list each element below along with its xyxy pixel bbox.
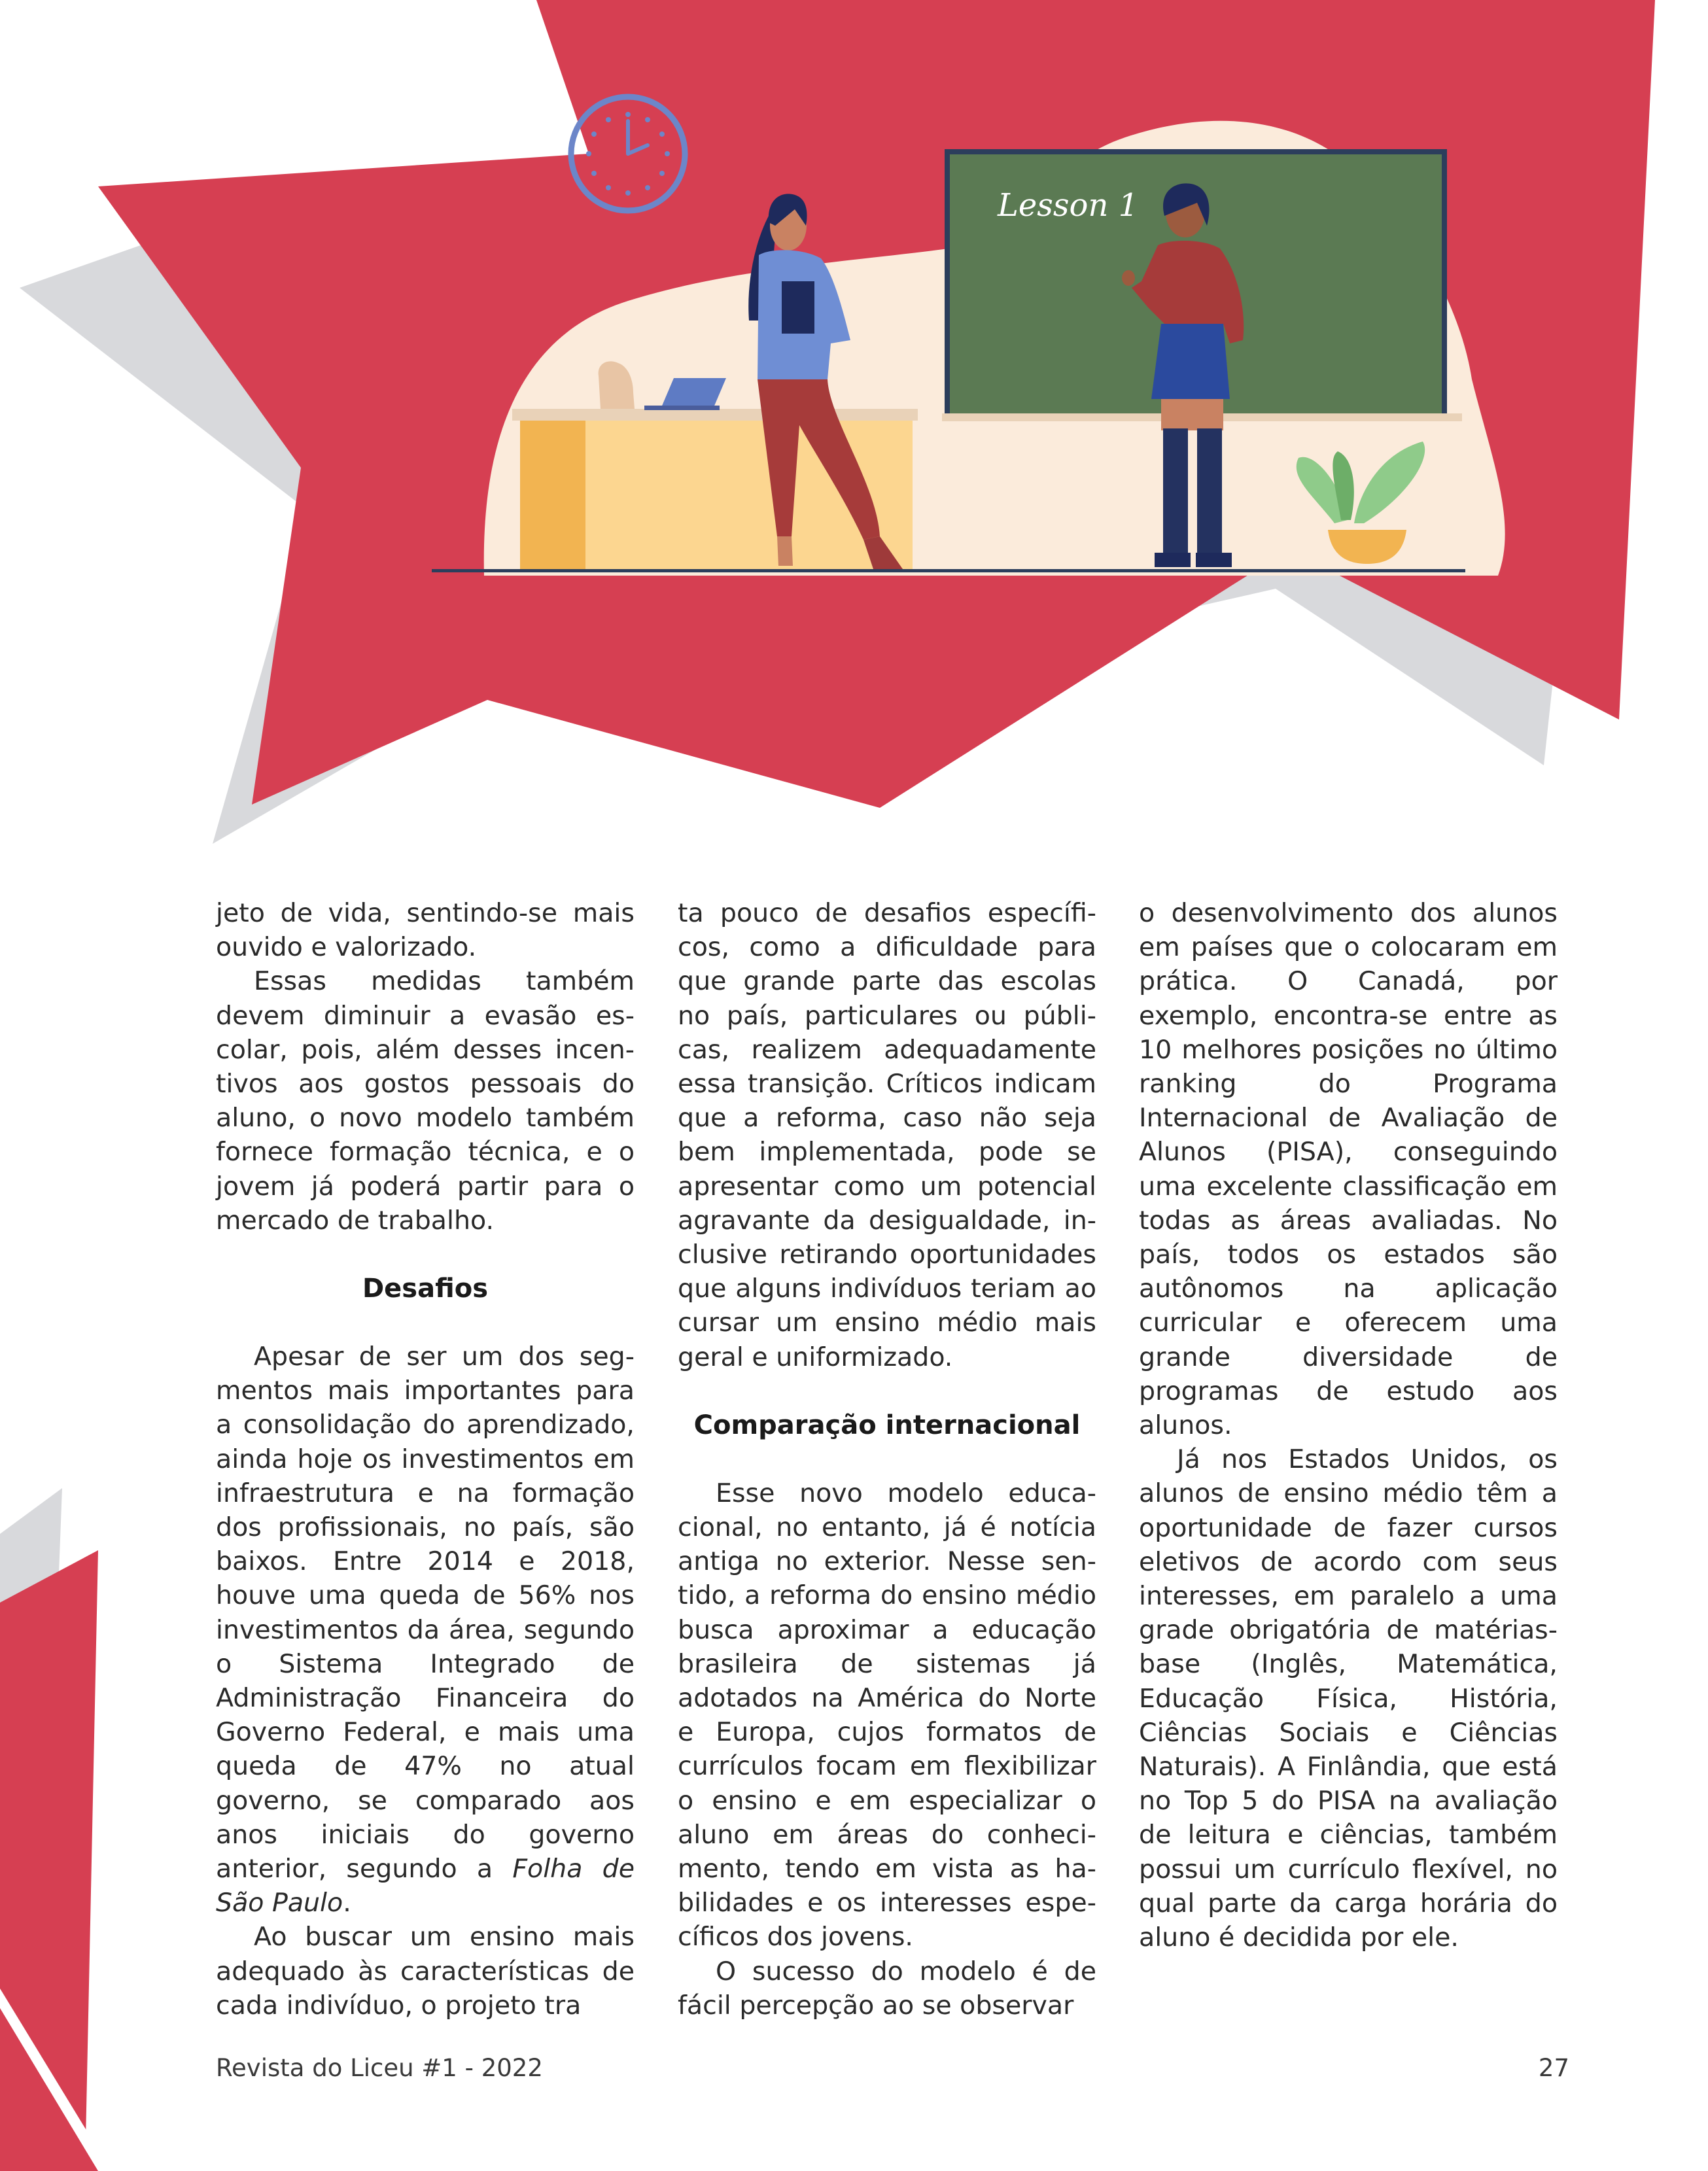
paragraph: O sucesso do modelo é de fácil percepção ao se observar xyxy=(678,1956,1096,2021)
paragraph: Já nos Estados Unidos, os alunos de ensino médio têm a oportunidade de fazer cursos eletivos de acordo com seus interesses, em paralelo a uma grade obrigatória de matérias-base (Inglês, Matemática, Educação Física, História, Ciências Sociais e Ciências Naturais). A Finlândia, que está no Top 5 do PISA na avaliação de leitura e ciências, também possui um currículo flexível, no qual parte da carga horária do aluno é decidida por ele. xyxy=(1139,1444,1558,1953)
page-number: 27 xyxy=(1538,2054,1569,2082)
footer-publication: Revista do Liceu #1 - 2022 xyxy=(216,2054,543,2082)
paragraph-text: . xyxy=(343,1888,351,1919)
text-column-1 xyxy=(216,896,635,2023)
paragraph: o desenvolvimento dos alunos em países que o colocaram em prática. O Canadá, por exemplo, encontra-se entre as 10 melhores posições no último ranking do Programa Internacional de Avaliação de Alunos (PISA), conseguindo uma excelente classificação em todas as áreas avaliadas. No país, todos os estados são autônomos na aplicação curricular e oferecem uma grande diversidade de programas de estudo aos alunos. xyxy=(1139,898,1558,1441)
paragraph: Essas medidas também devem diminuir a evasão escolar, pois, além desses incentivos aos gostos pessoais do aluno, o novo modelo também fornece formação técnica, e o jovem já poderá partir para o mercado de trabalho. xyxy=(216,966,635,1236)
floor-line xyxy=(432,569,1465,572)
paragraph: Ao buscar um ensino mais adequado às características de cada indivíduo, o projeto tra xyxy=(216,1922,635,2021)
text-column-2 xyxy=(678,896,1096,2023)
paragraph-text: Apesar de ser um dos segmentos mais importantes para a consolidação do aprendizado, ainda hoje os investimentos em infraestrutura e na formação dos profissionais, no país, são baixos. Entre 2014 e 2018, houve uma queda de 56% nos investimentos da área, segundo o Sistema Integrado de Administração Financeira do Governo Federal, e mais uma queda de 47% no atual governo, se comparado aos anos iniciais do governo anterior, segundo a xyxy=(216,1342,635,1884)
citation-italic: Folha de São Paulo xyxy=(216,1854,635,1919)
section-heading-comparacao: Comparação internacional xyxy=(693,1410,1081,1440)
paragraph: ta pouco de desafios específicos, como a dificuldade para que grande parte das escolas no país, particulares ou públicas, realizem adequadamente essa transição. Críticos indicam que a reforma, caso não seja bem implementada, pode se apresentar como um potencial agravante da desigualdade, inclusive retirando oportunidades que alguns indivíduos teriam ao cursar um ensino médio mais geral e uniformizado. xyxy=(678,898,1096,1372)
paragraph: jeto de vida, sentindo-se mais ouvido e valorizado. xyxy=(216,898,635,963)
text-column-3 xyxy=(1139,896,1558,1954)
paragraph: Esse novo modelo educacional, no entanto, já é notícia antiga no exterior. Nesse sentido, a reforma do ensino médio busca aproximar a educação brasileira de sistemas já adotados na América do Norte e Europa, cujos formatos de currículos focam em flexibilizar o ensino e em especializar o aluno em áreas do conhecimento, tendo em vista as habilidades e os interesses específicos dos jovens. xyxy=(678,1478,1096,1953)
paragraph xyxy=(216,1340,635,1920)
section-heading-desafios: Desafios xyxy=(362,1274,489,1304)
board-text: Lesson 1 xyxy=(998,187,1139,224)
clock-icon xyxy=(571,97,685,211)
